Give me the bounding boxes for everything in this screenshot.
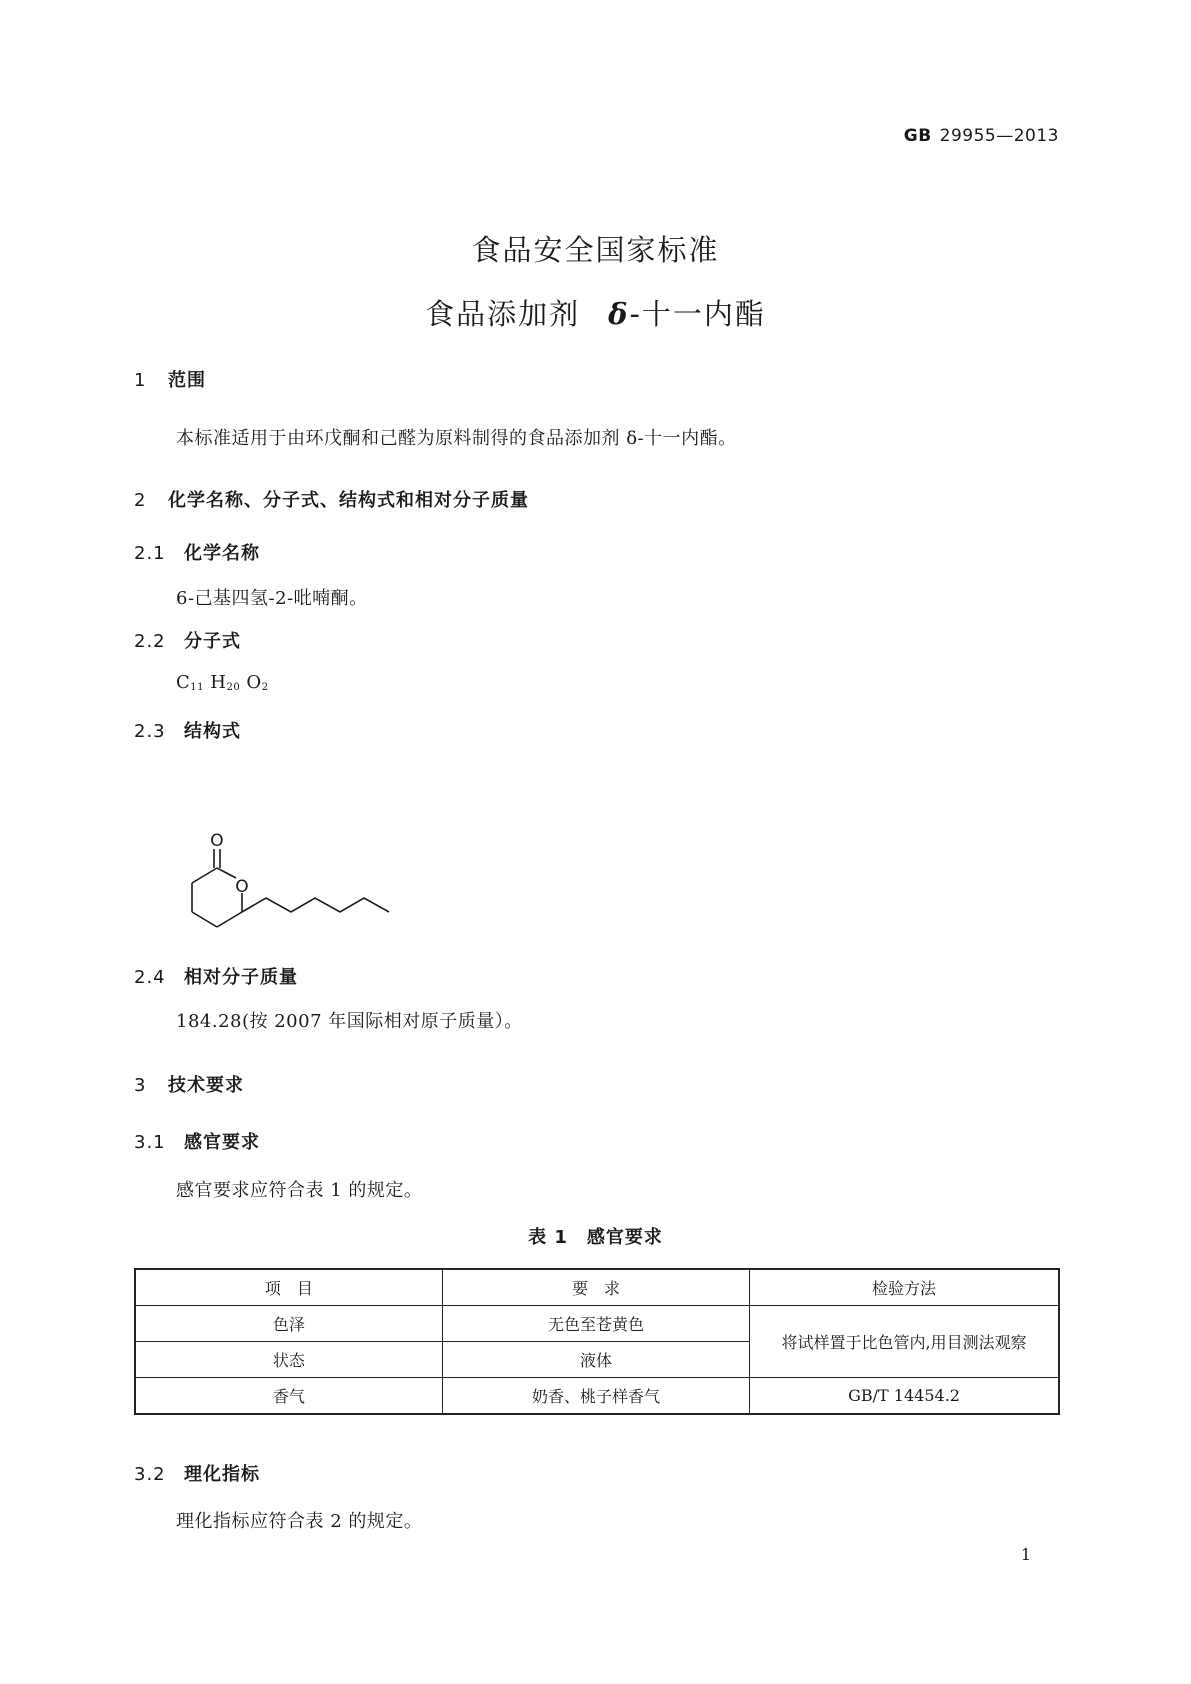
structural-formula bbox=[160, 810, 410, 940]
section-1-heading bbox=[134, 366, 206, 392]
table-header-row bbox=[135, 1269, 1059, 1306]
section-title: 化学名称、分子式、结构式和相对分子质量 bbox=[168, 490, 529, 511]
section-2-1-heading bbox=[134, 539, 260, 565]
cell-requirement: 液体 bbox=[442, 1342, 749, 1378]
section-2-heading bbox=[134, 486, 529, 512]
section-3-heading bbox=[134, 1071, 244, 1097]
section-2-3-heading bbox=[134, 717, 241, 743]
formula-c-count: 11 bbox=[190, 682, 205, 693]
table-row bbox=[135, 1378, 1059, 1415]
formula-o-count: 2 bbox=[261, 682, 269, 693]
section-number: 1 bbox=[134, 370, 147, 391]
section-number: 3 bbox=[134, 1075, 147, 1096]
section-2-4-text: 184.28(按 2007 年国际相对原子质量）。 bbox=[176, 1011, 523, 1032]
section-number: 2.2 bbox=[134, 631, 166, 652]
section-2-2-heading bbox=[134, 627, 241, 653]
formula-h: H bbox=[210, 672, 227, 693]
standard-code bbox=[904, 126, 1059, 146]
subtitle-main: 食品添加剂 bbox=[425, 297, 581, 331]
section-title: 理化指标 bbox=[184, 1464, 260, 1485]
section-title: 范围 bbox=[168, 370, 206, 391]
ring-bond bbox=[192, 868, 217, 883]
section-number: 2.1 bbox=[134, 543, 166, 564]
molecular-formula bbox=[176, 672, 269, 693]
cell-item: 香气 bbox=[135, 1378, 442, 1415]
hexyl-chain bbox=[242, 898, 389, 912]
table-row bbox=[135, 1306, 1059, 1342]
section-number: 2 bbox=[134, 490, 147, 511]
formula-o: O bbox=[246, 672, 262, 693]
section-3-2-text: 理化指标应符合表 2 的规定。 bbox=[176, 1511, 423, 1532]
standard-number: 29955—2013 bbox=[939, 126, 1059, 146]
page-number: 1 bbox=[1020, 1545, 1031, 1564]
standard-prefix: GB bbox=[903, 126, 932, 146]
section-title: 感官要求 bbox=[184, 1132, 260, 1153]
section-3-1-heading bbox=[134, 1128, 260, 1154]
cell-method-merged: 将试样置于比色管内,用目测法观察 bbox=[750, 1306, 1059, 1378]
section-2-1-text: 6-己基四氢-2-吡喃酮。 bbox=[176, 588, 368, 609]
document-title: 食品安全国家标准 bbox=[471, 233, 720, 267]
cell-requirement: 奶香、桃子样香气 bbox=[442, 1378, 749, 1415]
section-number: 3.2 bbox=[134, 1464, 166, 1485]
section-title: 技术要求 bbox=[168, 1075, 244, 1096]
subtitle-rest: -十一内酯 bbox=[629, 297, 766, 331]
section-number: 2.3 bbox=[134, 721, 166, 742]
table-1-caption: 表 1 感官要求 bbox=[528, 1227, 663, 1248]
ring-bond bbox=[192, 912, 217, 927]
formula-c: C bbox=[176, 672, 191, 693]
ring-bond bbox=[217, 868, 236, 878]
section-number: 2.4 bbox=[134, 967, 166, 988]
header-requirement: 要 求 bbox=[442, 1269, 749, 1306]
cell-item: 色泽 bbox=[135, 1306, 442, 1342]
header-item: 项 目 bbox=[135, 1269, 442, 1306]
section-title: 相对分子质量 bbox=[184, 967, 298, 988]
section-2-4-heading bbox=[134, 963, 298, 989]
section-3-2-heading bbox=[134, 1460, 260, 1486]
formula-h-count: 20 bbox=[226, 682, 241, 693]
section-number: 3.1 bbox=[134, 1132, 166, 1153]
section-1-text: 本标准适用于由环戊酮和己醛为原料制得的食品添加剂 δ-十一内酯。 bbox=[176, 428, 737, 449]
header-method: 检验方法 bbox=[750, 1269, 1059, 1306]
cell-requirement: 无色至苍黄色 bbox=[442, 1306, 749, 1342]
section-title: 化学名称 bbox=[184, 543, 260, 564]
sensory-requirements-table bbox=[134, 1268, 1060, 1415]
section-title: 结构式 bbox=[184, 721, 241, 742]
ring-bond bbox=[217, 912, 242, 927]
section-3-1-text: 感官要求应符合表 1 的规定。 bbox=[176, 1180, 423, 1201]
carbonyl-oxygen-label: O bbox=[210, 831, 224, 851]
subtitle-delta: δ bbox=[608, 297, 630, 331]
ring-oxygen-label: O bbox=[235, 877, 249, 897]
section-title: 分子式 bbox=[184, 631, 241, 652]
document-subtitle bbox=[0, 292, 1191, 333]
cell-method: GB/T 14454.2 bbox=[750, 1378, 1059, 1415]
cell-item: 状态 bbox=[135, 1342, 442, 1378]
